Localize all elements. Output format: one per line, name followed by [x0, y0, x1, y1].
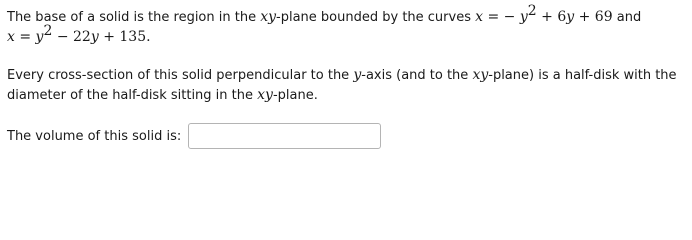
math-op: − 22	[52, 29, 91, 45]
text: Every cross-section of this solid perpendicular to the	[7, 68, 354, 83]
text: and	[612, 10, 642, 25]
text: -axis (and to the	[361, 68, 473, 83]
answer-label: The volume of this solid is:	[7, 128, 182, 144]
math-exponent: 2	[43, 23, 53, 39]
math-var: y	[35, 29, 44, 45]
text: -plane bounded by the curves	[276, 10, 476, 25]
text: -plane) is a half-disk with the	[488, 68, 677, 83]
problem-line	[7, 3, 642, 27]
math-op: = −	[483, 9, 520, 25]
problem-paragraph-1	[7, 3, 642, 47]
text: The base of a solid is the region in the	[7, 10, 261, 25]
text: -plane.	[272, 88, 318, 103]
text: diameter of the half-disk sitting in the	[7, 88, 258, 103]
problem-line	[7, 85, 677, 105]
math-var: y	[566, 9, 575, 25]
problem-paragraph-2	[7, 65, 677, 105]
math-exponent: 2	[527, 3, 537, 19]
math-var: xy	[257, 87, 273, 103]
math-op: + 135.	[98, 29, 151, 45]
math-op: =	[14, 29, 36, 45]
math-var: x	[7, 29, 15, 45]
volume-answer-input[interactable]	[188, 123, 381, 149]
math-op: + 6	[536, 9, 567, 25]
math-var: xy	[260, 9, 277, 25]
answer-row	[7, 121, 381, 151]
math-op: + 69	[574, 9, 613, 25]
math-var: y	[90, 29, 99, 45]
math-var: y	[353, 67, 362, 83]
problem-line	[7, 65, 677, 85]
math-var: xy	[472, 67, 489, 83]
math-var: y	[519, 9, 528, 25]
math-var: x	[475, 9, 484, 25]
problem-line	[7, 23, 641, 47]
